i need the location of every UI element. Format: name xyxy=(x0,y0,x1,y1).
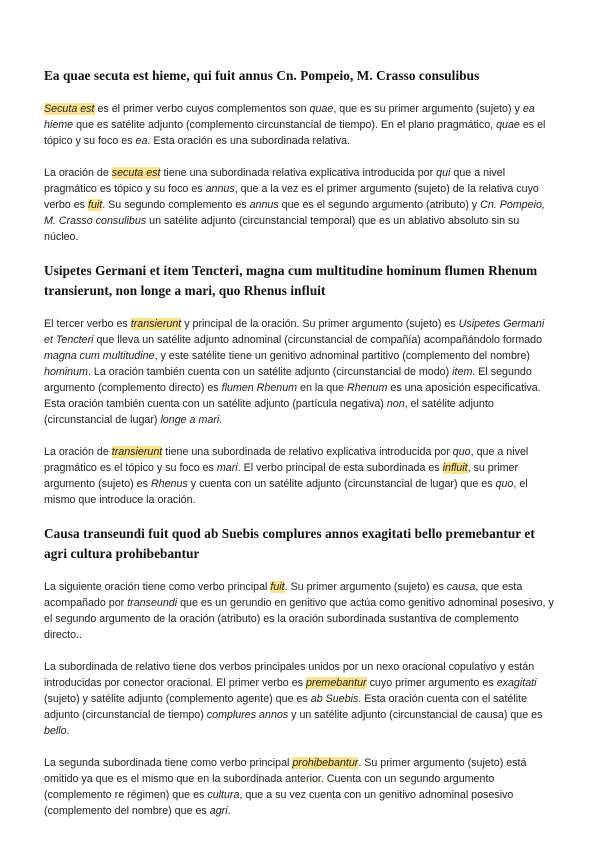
text-run: , el mismo que introduce la oración. xyxy=(44,478,528,506)
text-run: La siguiente oración tiene como verbo principal xyxy=(44,581,271,593)
text-run: La segunda subordinada tiene como verbo principal xyxy=(44,757,293,769)
text-run: , su primer argumento (sujeto) es xyxy=(44,462,519,490)
text-run: es una aposición especificativa. Esta oración también cuenta con un satélite adjunto (partícula negativa) xyxy=(44,382,541,410)
text-run: . La oración también cuenta con un satélite adjunto (circunstancial de modo) xyxy=(87,366,453,378)
text-run: , que a su vez cuenta con un genitivo adnominal posesivo (complemento del nombre) que es xyxy=(44,789,514,817)
italic-term: Cn. Pompeio, M. Crasso consulibus xyxy=(44,199,545,227)
highlighted-term: transierunt xyxy=(130,318,182,330)
italic-term: qui xyxy=(436,167,451,179)
paragraph xyxy=(44,444,556,508)
italic-term: bello xyxy=(44,725,67,737)
text-run: es el primer verbo cuyos complementos son xyxy=(94,103,310,115)
paragraph xyxy=(44,316,556,428)
text-run: tiene una subordinada relativa explicativa introducida por xyxy=(160,167,437,179)
section-heading-1: Ea quae secuta est hieme, qui fuit annus Cn. Pompeio, M. Crasso consulibus xyxy=(44,68,480,83)
text-run: , y este satélite tiene un genitivo adnominal partitivo (complemento del nombre) xyxy=(154,350,530,362)
italic-term: Usipetes Germani et Tencteri xyxy=(44,318,545,346)
italic-term: non xyxy=(386,398,405,410)
text-run: . Su segundo complemento es xyxy=(102,199,250,211)
italic-term: agri xyxy=(209,805,228,817)
highlighted-term: influit xyxy=(442,462,468,474)
italic-term: quo xyxy=(495,478,514,490)
italic-term: transeundi xyxy=(127,597,178,609)
text-run: , que a nivel pragmático es el tópico y su foco es xyxy=(44,446,529,474)
italic-term: ab Suebis xyxy=(310,693,359,705)
text-run: . Esta oración es una subordinada relativa. xyxy=(147,135,350,147)
italic-term: quae xyxy=(309,103,334,115)
italic-term: mari xyxy=(216,462,238,474)
text-run: . xyxy=(219,414,223,426)
italic-term: complures annos xyxy=(206,709,289,721)
text-run: . Su primer argumento (sujeto) es xyxy=(284,581,447,593)
italic-term: ea xyxy=(135,135,148,147)
text-run: , que esta acompañado por xyxy=(44,581,523,609)
italic-term: hominum xyxy=(44,366,88,378)
text-run: . El segundo argumento (complemento directo) es xyxy=(44,366,532,394)
text-run: un satélite adjunto (circunstancial temporal) que es un ablativo absoluto sin su núcleo. xyxy=(44,215,520,243)
text-run: es el tópico y su foco es xyxy=(44,119,546,147)
highlighted-term: Secuta est xyxy=(44,103,95,115)
text-run: La subordinada de relativo tiene dos verbos principales unidos por un nexo oracional copulativo y están introducidas por conector oracional. El primer verbo es xyxy=(44,661,535,689)
text-run: que es un gerundio en genitivo que actúa como genitivo adnominal posesivo, y el segundo argumento de la oración (atributo) es la oración subordinada sustantiva de complemento directo.. xyxy=(44,597,554,641)
text-run: y cuenta con un satélite adjunto (circunstancial de lugar) que es xyxy=(187,478,496,490)
text-run: , que a la vez es el primer argumento (sujeto) de la relativa cuyo verbo es xyxy=(44,183,539,211)
italic-term: quo xyxy=(452,446,471,458)
section-heading-2: Usipetes Germani et item Tencteri, magna cum multitudine hominum flumen Rhenum transierunt, non longe a mari, quo Rhenus influit xyxy=(44,263,538,298)
text-run: . xyxy=(227,805,231,817)
italic-term: item xyxy=(452,366,473,378)
text-run: que es satélite adjunto (complemento circunstancial de tiempo). En el plano pragmático, xyxy=(73,119,497,131)
text-run: . xyxy=(66,725,70,737)
text-run: en la que xyxy=(297,382,347,394)
text-run: y un satélite adjunto (circunstancial de causa) que es xyxy=(288,709,543,721)
italic-term: exagitati xyxy=(496,677,537,689)
text-run: cuyo primer argumento es xyxy=(366,677,497,689)
text-run: tiene una subordinada de relativo explicativa introducida por xyxy=(162,446,453,458)
italic-term: magna cum multitudine xyxy=(44,350,155,362)
paragraph xyxy=(44,755,556,819)
paragraph xyxy=(44,579,556,643)
text-run: El tercer verbo es xyxy=(44,318,131,330)
italic-term: ea hieme xyxy=(44,103,535,131)
text-run: . Esta oración cuenta con el satélite adjunto (circunstancial de tiempo) xyxy=(44,693,528,721)
paragraph xyxy=(44,101,556,149)
highlighted-term: premebantur xyxy=(305,677,367,689)
highlighted-term: fuit xyxy=(270,581,285,593)
highlighted-term: secuta est xyxy=(111,167,161,179)
italic-term: Rhenus xyxy=(150,478,188,490)
italic-term: flumen Rhenum xyxy=(221,382,298,394)
text-run: . Su primer argumento (sujeto) está omitido ya que es el mismo que en la subordinada anterior. Cuenta con un segundo argumento (complemento re régimen) que es xyxy=(44,757,527,801)
italic-term: quae xyxy=(496,119,520,131)
text-run: La oración de xyxy=(44,446,112,458)
italic-term: cultura xyxy=(207,789,240,801)
text-run: , el satélite adjunto (circunstancial de lugar) xyxy=(44,398,494,426)
highlighted-term: fuit xyxy=(87,199,103,211)
text-run: (sujeto) y satélite adjunto (complemento agente) que es xyxy=(44,693,311,705)
highlighted-term: prohibebantur xyxy=(292,757,359,769)
text-run: y principal de la oración. Su primer argumento (sujeto) es xyxy=(181,318,459,330)
text-run: La oración de xyxy=(44,167,112,179)
section-heading-3: Causa transeundi fuit quod ab Suebis complures annos exagitati bello premebantur et agri cultura prohibebantur xyxy=(44,526,535,561)
text-run: . El verbo principal de esta subordinada es xyxy=(237,462,443,474)
italic-term: annus xyxy=(205,183,235,195)
text-run: , que es su primer argumento (sujeto) y xyxy=(333,103,523,115)
text-run: que es el segundo argumento (atributo) y xyxy=(278,199,481,211)
italic-term: causa xyxy=(446,581,476,593)
text-run: que lleva un satélite adjunto adnominal (circunstancial de compañía) acompañándolo formado xyxy=(93,334,543,346)
paragraph xyxy=(44,659,556,739)
paragraph xyxy=(44,165,556,245)
text-run: que a nivel pragmático es tópico y su foco es xyxy=(44,167,506,195)
italic-term: Rhenum xyxy=(347,382,388,394)
italic-term: longe a mari xyxy=(160,414,220,426)
italic-term: annus xyxy=(249,199,279,211)
highlighted-term: transierunt xyxy=(111,446,163,458)
